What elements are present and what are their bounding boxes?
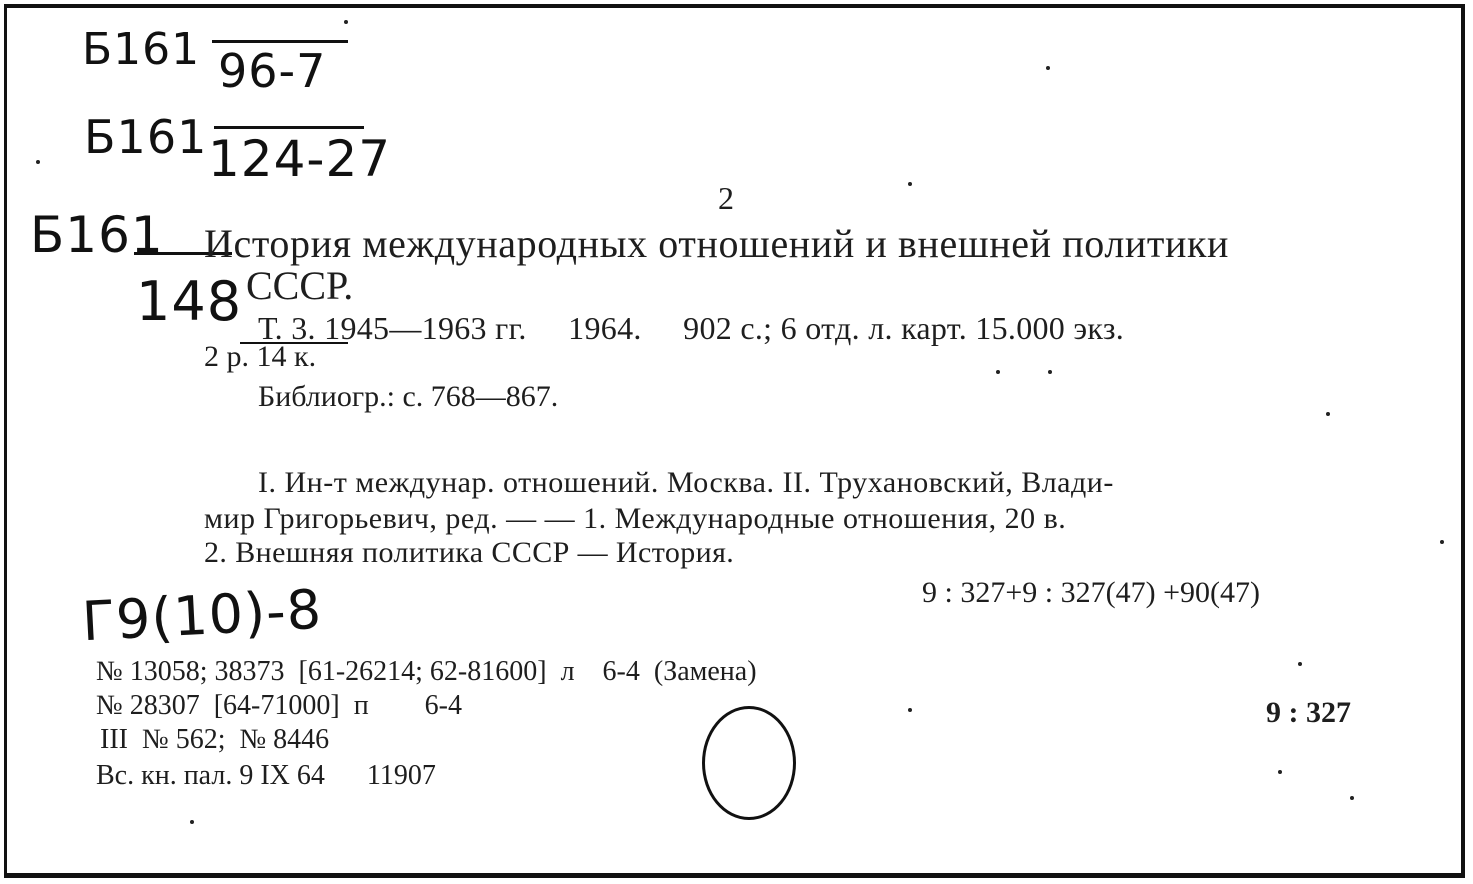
volume-line-2: 2 р. 14 к. [204, 340, 317, 373]
speck [996, 370, 1000, 374]
speck [1350, 796, 1354, 800]
classification-short: 9 : 327 [1266, 696, 1351, 729]
handwritten-fraction-3: 148 [136, 270, 243, 333]
speck [36, 160, 40, 164]
speck [1048, 370, 1052, 374]
entries-line-1: I. Ин-т междунар. отношений. Москва. II. Трухановский, Влади- [258, 466, 1114, 499]
speck [1046, 66, 1050, 70]
title-line-1: История международных отношений и внешней политики [204, 221, 1230, 266]
speck [1326, 412, 1330, 416]
speck [1278, 770, 1282, 774]
speck [1440, 540, 1444, 544]
title-line-2: СССР. [246, 263, 354, 308]
volume-line-1: Т. 3. 1945—1963 гг. 1964. 902 с.; 6 отд. л. карт. 15.000 экз. [258, 310, 1125, 346]
handwritten-fraction-1: 96-7 [218, 44, 327, 98]
fraction-bar-1 [212, 40, 348, 43]
registry-line-1: № 13058; 38373 [61-26214; 62-81600] л 6-4 (Замена) [96, 656, 757, 687]
handwritten-code-1: Б161 [82, 24, 201, 75]
registry-line-4: Вс. кн. пал. 9 IX 64 11907 [96, 760, 436, 791]
entries-line-3: 2. Внешняя политика СССР — История. [204, 536, 735, 569]
speck [1298, 662, 1302, 666]
handwritten-code-2: Б161 [84, 110, 208, 164]
entries-line-2: мир Григорьевич, ред. — — 1. Международные отношения, 20 в. [204, 502, 1067, 535]
card-number: 2 [718, 180, 734, 216]
registry-line-3: III № 562; № 8446 [100, 724, 330, 755]
classification-index: 9 : 327+9 : 327(47) +90(47) [922, 576, 1260, 609]
speck [344, 20, 348, 24]
bibliography-note: Библиогр.: с. 768—867. [258, 380, 559, 413]
speck [908, 182, 912, 186]
handwritten-fraction-2: 124-27 [208, 130, 392, 188]
speck [908, 708, 912, 712]
registry-line-2: № 28307 [64-71000] п 6-4 [96, 690, 462, 721]
speck [190, 820, 194, 824]
handwritten-code-3: Б161 [30, 206, 164, 264]
fraction-bar-2 [214, 126, 364, 129]
punch-hole-circle [702, 706, 796, 820]
handwritten-code-4: Г9(10)-8 [80, 577, 324, 654]
